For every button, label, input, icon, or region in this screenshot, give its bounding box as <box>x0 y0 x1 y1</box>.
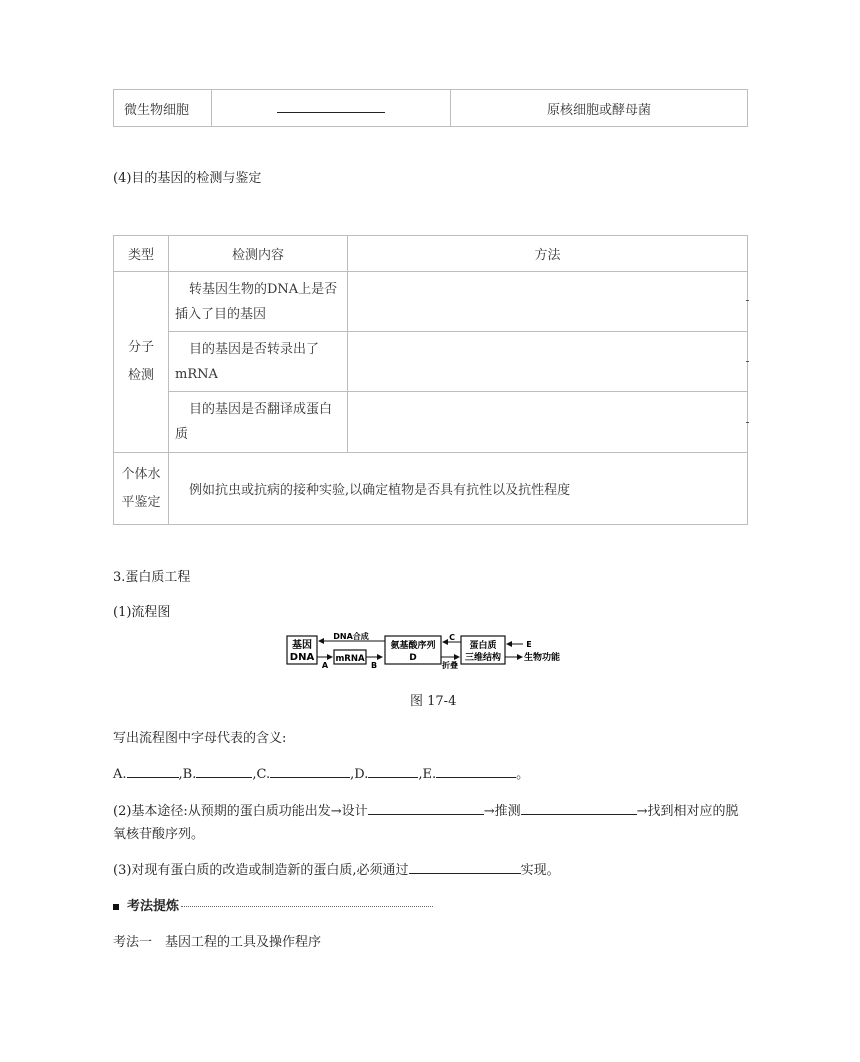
blank-c <box>270 765 350 778</box>
cell-text: 原核细胞或酵母菌 <box>546 102 651 118</box>
edge-mark <box>746 422 749 423</box>
edge-mark <box>746 300 749 301</box>
fold-label: 折叠 <box>442 661 458 670</box>
fill-blank <box>277 100 385 113</box>
type-molecular <box>114 272 169 453</box>
top-table-cell-blank <box>212 90 451 127</box>
gene-label-1: 基因 <box>292 640 312 651</box>
label-b: B <box>370 661 378 670</box>
method-cell <box>348 392 748 453</box>
header-content <box>169 236 348 272</box>
method-cell <box>348 332 748 392</box>
protein-label-1: 蛋白质 <box>469 641 497 651</box>
letter-e-label: ,E. <box>418 767 437 782</box>
flow-title: (1)流程图 <box>113 605 171 620</box>
letters-line <box>113 763 529 782</box>
dotted-rule <box>181 906 433 907</box>
protein-label-2: 三维结构 <box>464 653 502 663</box>
letter-b-label: ,B. <box>178 767 197 782</box>
header-method <box>348 236 748 272</box>
label-a: A <box>321 661 329 670</box>
top-table-cell-cells <box>451 90 748 127</box>
cell-text: 微生物细胞 <box>124 102 190 118</box>
q2-text-3: →找到相对应的脱 <box>636 804 739 819</box>
blank-e <box>436 765 516 778</box>
gene-label-2: DNA <box>289 652 315 663</box>
blank-d <box>368 765 418 778</box>
header-type <box>114 236 169 272</box>
q3-text-1: (3)对现有蛋白质的改造或制造新的蛋白质,必须通过 <box>113 863 409 878</box>
q2-text-1: (2)基本途径:从预期的蛋白质功能出发→设计 <box>113 804 368 819</box>
tips-title: 考法提炼 <box>127 899 180 914</box>
section-3-title: 3.蛋白质工程 <box>113 570 191 585</box>
content-cell <box>169 392 348 453</box>
type-text: 分子 <box>127 340 154 355</box>
q2-text-4: 氧核苷酸序列。 <box>113 827 205 842</box>
q2-text-2: →推测 <box>483 804 521 819</box>
content-line: 质 <box>175 427 189 442</box>
method-1-title: 考法一 基因工程的工具及操作程序 <box>113 935 322 950</box>
letter-c-label: ,C. <box>252 767 271 782</box>
q2-blank-2 <box>521 802 637 815</box>
letter-a-label: A. <box>113 767 127 782</box>
write-prompt: 写出流程图中字母代表的含义: <box>113 731 287 746</box>
content-line: 插入了目的基因 <box>175 306 267 322</box>
blank-a <box>127 765 179 778</box>
top-table <box>113 89 748 127</box>
content-line: 目的基因是否翻译成蛋白 <box>189 402 333 417</box>
edge-mark <box>746 361 749 362</box>
content-cell <box>169 272 348 332</box>
content-line: 转基因生物的DNA上是否 <box>189 281 338 297</box>
header-text: 类型 <box>127 248 154 263</box>
type-text: 个体水 <box>121 466 161 482</box>
label-e: E <box>526 640 532 649</box>
period: 。 <box>516 767 530 782</box>
content-line: mRNA <box>175 366 218 382</box>
mrna-label: mRNA <box>335 654 365 664</box>
function-label: 生物功能 <box>524 653 561 663</box>
question-2 <box>113 800 753 846</box>
header-text: 方法 <box>534 248 561 263</box>
content-cell <box>169 332 348 392</box>
label-c: C <box>449 633 455 642</box>
header-text: 检测内容 <box>231 248 284 263</box>
type-individual <box>114 453 169 525</box>
question-3 <box>113 859 560 878</box>
type-text: 检测 <box>127 368 154 383</box>
method-cell <box>348 272 748 332</box>
content-line: 目的基因是否转录出了 <box>189 341 320 357</box>
top-table-cell-organism <box>114 90 212 127</box>
dna-synth-label: DNA合成 <box>333 632 369 641</box>
content-text: 例如抗虫或抗病的接种实验,以确定植物是否具有抗性以及抗性程度 <box>189 483 571 498</box>
amino-acid-label: 氨基酸序列 <box>390 641 436 651</box>
type-text: 平鉴定 <box>121 494 161 510</box>
q2-blank-1 <box>368 802 484 815</box>
letter-d-label: ,D. <box>350 767 369 782</box>
tips-heading <box>113 895 433 914</box>
amino-acid-d: D <box>409 653 417 663</box>
section-4-title: (4)目的基因的检测与鉴定 <box>113 171 262 186</box>
detection-table <box>113 235 748 525</box>
protein-engineering-flowchart <box>285 630 570 670</box>
q3-text-2: 实现。 <box>520 863 560 878</box>
individual-content <box>169 453 748 525</box>
square-bullet-icon <box>113 904 119 910</box>
figure-caption: 图 17-4 <box>410 694 457 709</box>
blank-b <box>196 765 252 778</box>
q3-blank <box>409 861 521 874</box>
